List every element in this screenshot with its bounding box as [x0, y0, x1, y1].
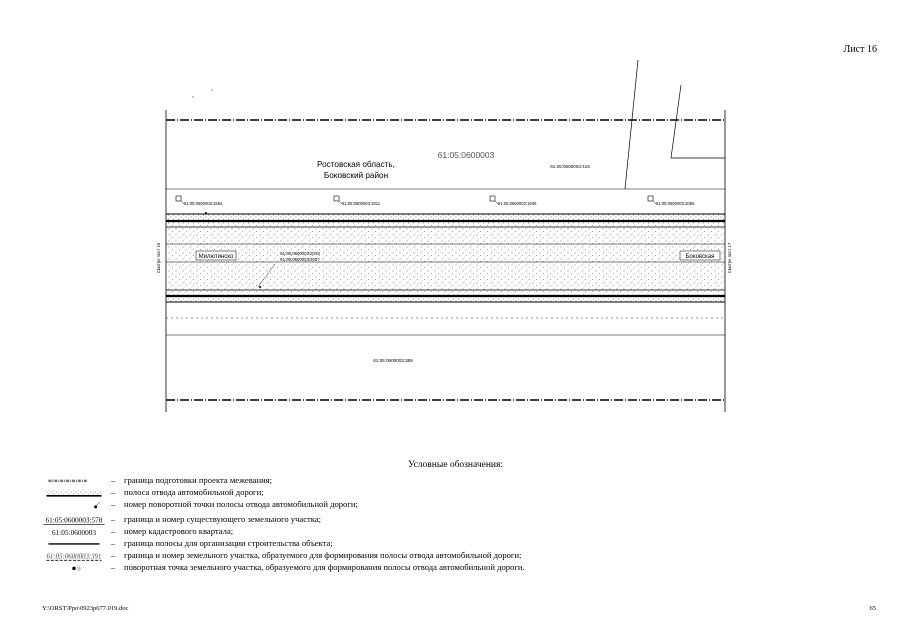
- road-parcel-number-2: 61:05:0600003:2027: [280, 257, 320, 262]
- region-label-line1: Ростовская область,: [317, 160, 395, 169]
- quarter-number: 61:05:0600003: [437, 150, 495, 160]
- parcel-boundary-corner: [671, 85, 725, 158]
- legend-symbol-turning-point-number: [40, 499, 108, 511]
- file-path: Y:\ORST\Ppo\0923p677.019.doc: [42, 605, 129, 612]
- marker-2: [334, 196, 381, 206]
- road-parcel-number-1: 61:05:0600003:2019: [280, 251, 320, 256]
- svg-text:61:05:0600003: 61:05:0600003: [51, 529, 96, 538]
- legend-item: – полоса отвода автомобильной дороги;: [40, 487, 680, 499]
- road-edge-upper: [166, 214, 725, 224]
- village-left-label: Милютинско: [198, 254, 234, 260]
- legend-symbol-survey-boundary: [40, 475, 108, 487]
- legend-symbol-existing-parcel: [40, 514, 108, 526]
- parcel-top-number: 61:05:0600003:416: [550, 164, 590, 169]
- legend-symbol-road-allotment: [40, 487, 108, 499]
- legend-item: – номер поворотной точки полосы отвода автомобильной дороги;: [40, 499, 680, 511]
- svg-text:61:05:0600003:578: 61:05:0600003:578: [45, 516, 103, 525]
- region-label-line2: Боковский район: [323, 171, 389, 180]
- legend-item: )) – поворотная точка земельного участка, образуемого для формирования полосы отвода автомобильной дороги.: [40, 562, 680, 574]
- road-allotment-strip: [166, 224, 725, 294]
- turning-point-dot: [259, 286, 261, 288]
- side-note-right: Смотри лист 17: [727, 242, 732, 274]
- marker-square-icon: [648, 196, 653, 201]
- legend-item: 61:05:0600003 – номер кадастрового квартала;: [40, 526, 680, 538]
- parcel-boundary-diagonal: [625, 60, 638, 189]
- marker-4: [648, 196, 695, 206]
- marker-label: 61:05:0600003:1911: [342, 201, 381, 206]
- legend-symbol-construction-strip: [40, 538, 108, 550]
- side-note-left: Смотри лист 15: [156, 242, 161, 274]
- svg-text:)): )): [76, 565, 81, 572]
- legend-item: – граница подготовки проекта межевания;: [40, 475, 680, 487]
- svg-text:61:05:0600003:391: 61:05:0600003:391: [46, 553, 102, 561]
- legend-symbol-cadastral-quarter: [40, 526, 108, 538]
- legend-item: – граница полосы для организации строительства объекта;: [40, 538, 680, 550]
- parcel-bottom-number: 61:05:0600003:389: [373, 358, 413, 363]
- marker-label: 61:05:0600003:2065: [656, 201, 695, 206]
- marker-square-icon: [176, 196, 181, 201]
- marker-square-icon: [490, 196, 495, 201]
- page-number: 65: [869, 605, 876, 612]
- sheet-label: Лист 16: [843, 44, 877, 55]
- legend: [40, 475, 680, 573]
- marker-1: [176, 196, 223, 206]
- legend-item: 61:05:0600003:578 – граница и номер существующего земельного участка;: [40, 514, 680, 526]
- legend-item: 61:05:0600003:391 – граница и номер земельного участка, образуемого для формирования полосы отвода автомобильной дороги;: [40, 550, 680, 562]
- legend-title: Условные обозначения:: [408, 460, 504, 470]
- survey-dot: [211, 89, 212, 90]
- marker-label: 61:05:0600003:1564: [184, 201, 223, 206]
- marker-label: 61:05:0600003:1946: [498, 201, 537, 206]
- legend-symbol-new-turning-point: [40, 562, 108, 574]
- marker-3: [490, 196, 537, 206]
- turning-point-dot: [205, 212, 207, 214]
- marker-square-icon: [334, 196, 339, 201]
- survey-dot: [192, 96, 193, 97]
- legend-symbol-new-parcel: [40, 550, 108, 562]
- village-right-label: Боковская: [685, 254, 715, 260]
